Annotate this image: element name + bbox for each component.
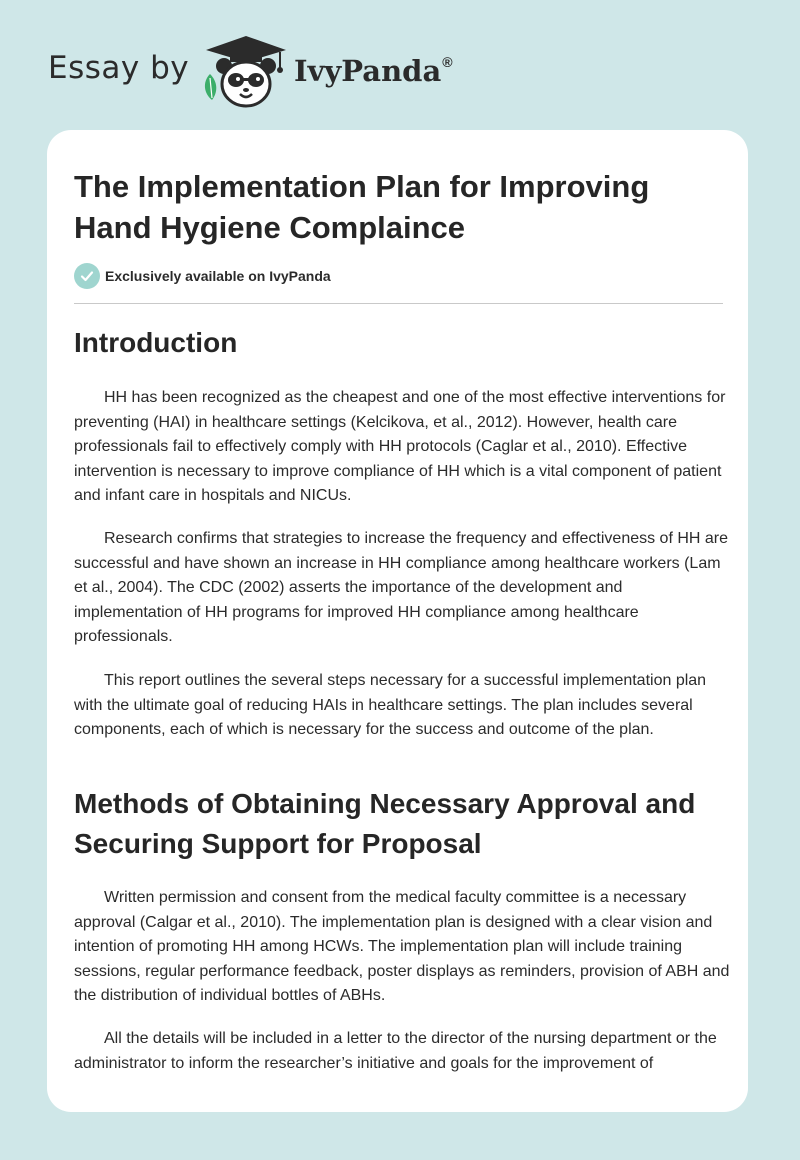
badge-label: Exclusively available on IvyPanda — [105, 268, 331, 284]
paragraph: HH has been recognized as the cheapest and one of the most effective interventions for preventing (HAI) in healthcare settings (Kelcikova, et al., 2012). However, health care professionals fail to effectively comply with HH protocols (Caglar et al., 2010). Effective intervention is necessary to improve compliance of HH which is a vital component of patient and infant care in hospitals and NICUs. — [74, 389, 726, 505]
site-header — [48, 34, 548, 114]
checkmark-icon — [74, 263, 100, 289]
essay-by-label: Essay by — [48, 50, 190, 86]
paragraph: Research confirms that strategies to increase the frequency and effectiveness of HH are successful and have shown an increase in HH compliance among healthcare workers (Lam et al., 2004). The CDC (2002) asserts the importance of the development and implementation of HH programs for improved HH compliance among healthcare professionals. — [74, 530, 729, 646]
brand-name[interactable]: IvyPanda® — [294, 54, 453, 88]
essay-title: The Implementation Plan for Improving Hand Hygiene Complaince — [74, 169, 650, 245]
paragraph: All the details will be included in a letter to the director of the nursing department or the administrator to inform the researcher’s initiative and goals for the improvement of — [74, 1030, 717, 1072]
exclusive-badge — [74, 262, 331, 290]
section-heading-introduction: Introduction — [74, 327, 238, 358]
paragraph: Written permission and consent from the medical faculty committee is a necessary approval (Calgar et al., 2010). The implementation plan is designed with a clear vision and intention of promoting HH among HCWs. The implementation plan will include training sessions, regular performance feedback, poster displays as reminders, provision of ABH and the distribution of individual bottles of ABHs. — [74, 889, 730, 1005]
section-heading-methods: Methods of Obtaining Necessary Approval and Securing Support for Proposal — [74, 788, 696, 859]
essay-card — [47, 130, 748, 1112]
panda-graduate-icon[interactable] — [200, 34, 292, 110]
divider — [74, 303, 723, 304]
registered-mark: ® — [442, 54, 453, 70]
paragraph: This report outlines the several steps necessary for a successful implementation plan with the ultimate goal of reducing HAIs in healthcare settings. The plan includes several components, each of which is necessary for the success and outcome of the plan. — [74, 672, 707, 739]
